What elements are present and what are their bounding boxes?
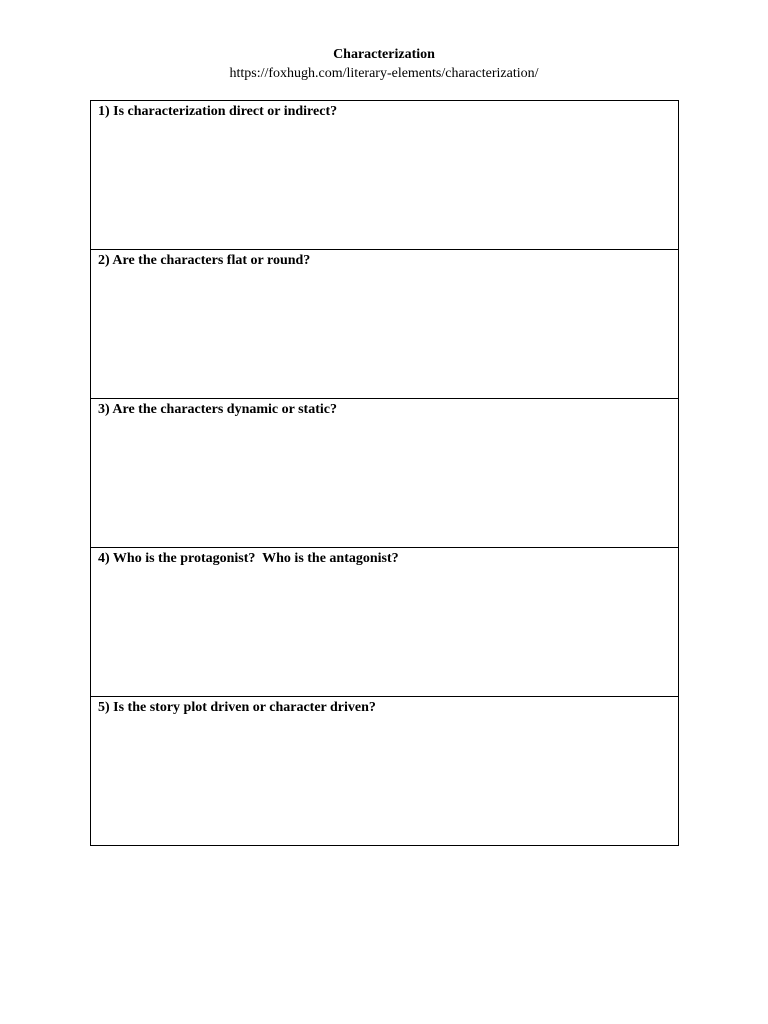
document-title: Characterization bbox=[333, 47, 435, 62]
source-url: https://foxhugh.com/literary-elements/characterization/ bbox=[229, 66, 539, 81]
question-1-text: 1) Is characterization direct or indirect? bbox=[98, 104, 338, 119]
question-2-text: 2) Are the characters flat or round? bbox=[98, 253, 311, 268]
question-5-text: 5) Is the story plot driven or character driven? bbox=[98, 700, 376, 715]
question-3-text: 3) Are the characters dynamic or static? bbox=[98, 402, 337, 417]
document-header bbox=[0, 45, 768, 83]
question-table bbox=[90, 100, 679, 846]
question-row bbox=[91, 250, 679, 399]
question-row bbox=[91, 697, 679, 846]
question-4-text: 4) Who is the protagonist? Who is the antagonist? bbox=[98, 551, 399, 566]
question-cell-1[interactable] bbox=[91, 101, 679, 250]
question-cell-3[interactable] bbox=[91, 399, 679, 548]
question-row bbox=[91, 548, 679, 697]
question-cell-5[interactable] bbox=[91, 697, 679, 846]
question-cell-4[interactable] bbox=[91, 548, 679, 697]
question-cell-2[interactable] bbox=[91, 250, 679, 399]
question-row bbox=[91, 101, 679, 250]
question-row bbox=[91, 399, 679, 548]
